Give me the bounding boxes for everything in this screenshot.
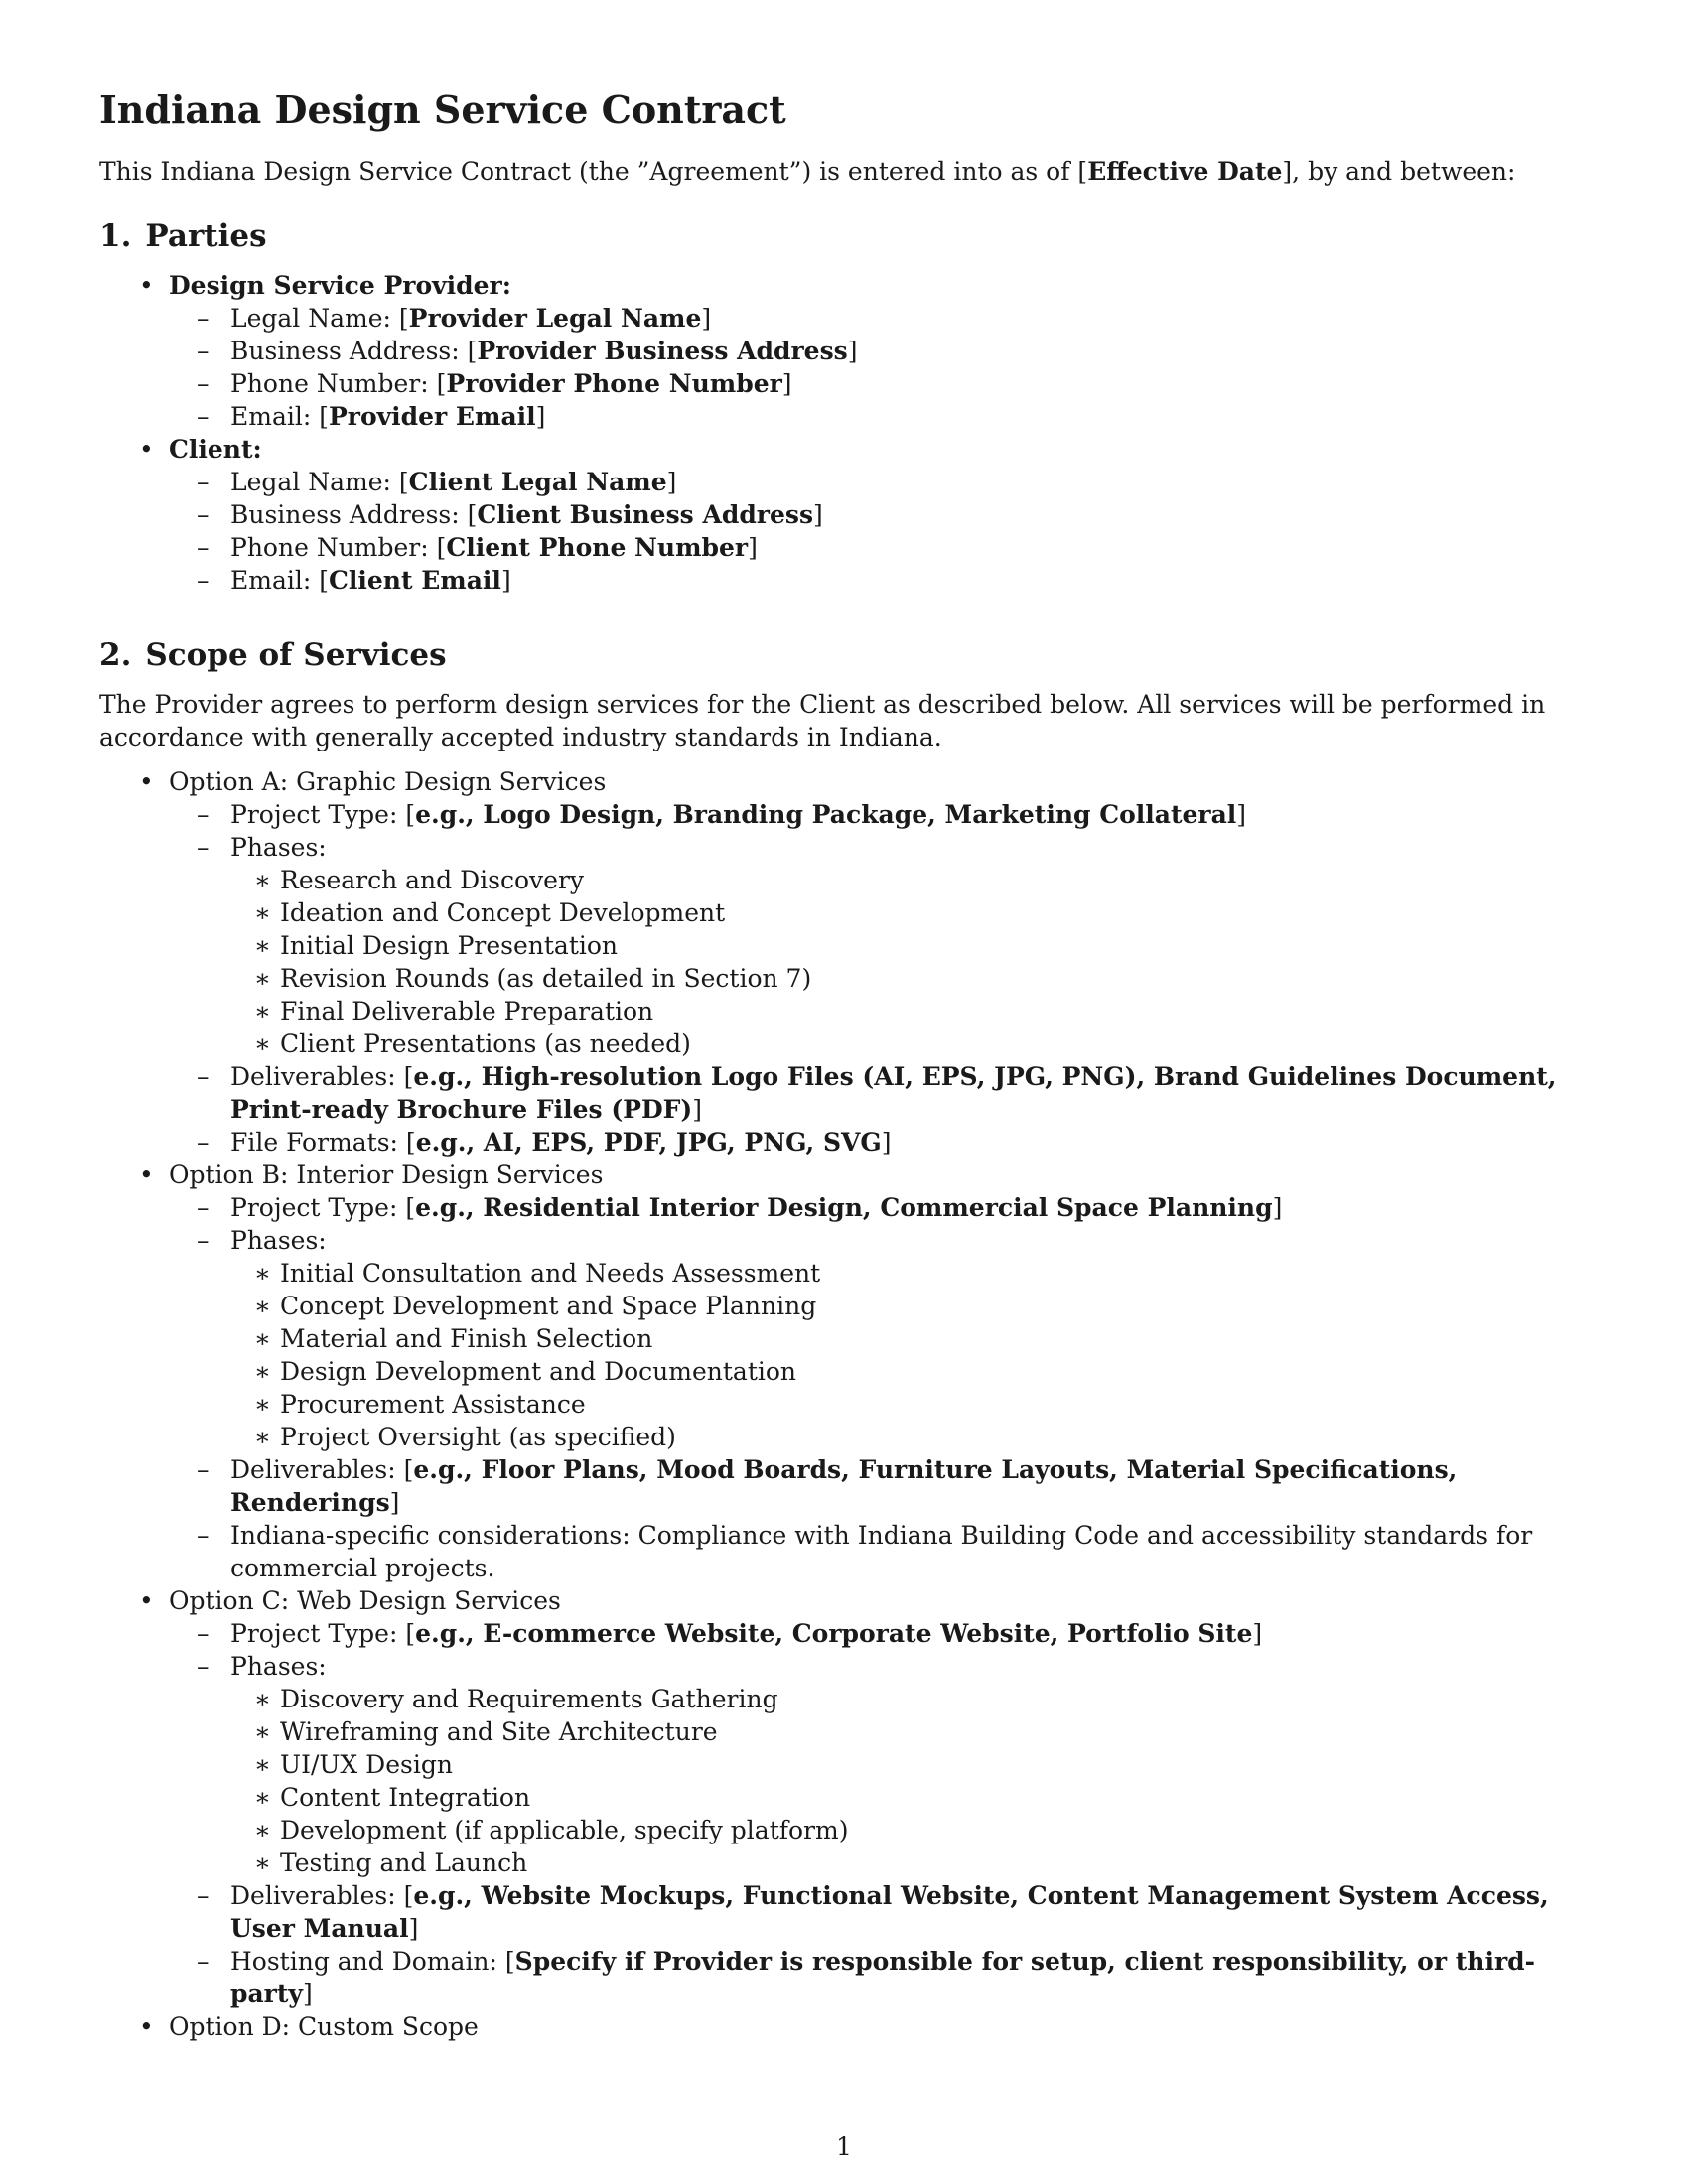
option-b-item [99, 1159, 1589, 1584]
field-value: Provider Business Address [477, 337, 848, 365]
field-label: Email: [230, 402, 320, 431]
client-field: – Legal Name: [Client Legal Name] [169, 466, 1589, 498]
phase-item: ∗ Discovery and Requirements Gathering [230, 1683, 1589, 1715]
field-value: Client Business Address [477, 500, 814, 529]
project-type-value: e.g., Residential Interior Design, Commercial Space Planning [415, 1193, 1273, 1222]
file-formats-value: e.g., AI, EPS, PDF, JPG, PNG, SVG [415, 1128, 882, 1157]
option-c-details [169, 1617, 1589, 2010]
field-value: Client Email [329, 566, 501, 595]
section-2-heading [99, 636, 1589, 674]
deliverables-value: e.g., Floor Plans, Mood Boards, Furniture Layouts, Material Specifications, Renderings [230, 1455, 1458, 1517]
phase-item: ∗ Initial Consultation and Needs Assessment [230, 1257, 1589, 1290]
option-c-phase-list [230, 1683, 1589, 1879]
phase-item: ∗ UI/UX Design [230, 1748, 1589, 1781]
project-type-value: e.g., Logo Design, Branding Package, Marketing Collateral [415, 800, 1237, 829]
phase-item: ∗ Final Deliverable Preparation [230, 995, 1589, 1027]
option-a-file-formats: – File Formats: [e.g., AI, EPS, PDF, JPG, PNG, SVG] [169, 1126, 1589, 1159]
phase-item: ∗ Development (if applicable, specify platform) [230, 1814, 1589, 1846]
option-b-title: Option B: Interior Design Services [169, 1160, 604, 1189]
field-label: Phone Number: [230, 533, 437, 562]
parties-list [99, 269, 1589, 597]
file-formats-label: File Formats: [230, 1128, 406, 1157]
option-a-details [169, 798, 1589, 1159]
intro-paragraph [99, 155, 1589, 188]
client-field: – Phone Number: [Client Phone Number] [169, 531, 1589, 564]
field-value: Client Legal Name [408, 468, 667, 496]
client-field: – Email: [Client Email] [169, 564, 1589, 597]
option-a-deliverables: – Deliverables: [e.g., High-resolution Logo Files (AI, EPS, JPG, PNG), Brand Guidelines Document, Print-ready Brochure Files (PDF)] [169, 1060, 1589, 1126]
hosting-value: Specify if Provider is responsible for setup, client responsibility, or third-party [230, 1947, 1535, 2008]
document-title: Indiana Design Service Contract [99, 87, 786, 132]
option-c-item [99, 1584, 1589, 2010]
section-1-heading [99, 217, 1589, 255]
deliverables-label: Deliverables: [230, 1062, 404, 1091]
field-label: Business Address: [230, 500, 468, 529]
phase-item: ∗ Ideation and Concept Development [230, 896, 1589, 929]
hosting-label: Hosting and Domain: [230, 1947, 505, 1976]
option-b-phases [169, 1224, 1589, 1453]
option-b-considerations: – Indiana-specific considerations: Compliance with Indiana Building Code and accessibility standards for commercial projects. [169, 1519, 1589, 1584]
phase-item: ∗ Procurement Assistance [230, 1388, 1589, 1421]
provider-field: – Legal Name: [Provider Legal Name] [169, 302, 1589, 335]
option-b-phase-list [230, 1257, 1589, 1453]
option-b-details [169, 1191, 1589, 1584]
field-label: Phone Number: [230, 369, 437, 398]
provider-field: – Business Address: [Provider Business Address] [169, 335, 1589, 367]
phase-item: ∗ Content Integration [230, 1781, 1589, 1814]
phases-label: Phases: [230, 833, 327, 862]
field-label: Email: [230, 566, 320, 595]
option-c-hosting: – Hosting and Domain: [Specify if Provider is responsible for setup, client responsibility, or third-party] [169, 1945, 1589, 2010]
provider-field: – Email: [Provider Email] [169, 400, 1589, 433]
option-c-title: Option C: Web Design Services [169, 1586, 561, 1615]
provider-item [99, 269, 1589, 433]
field-label: Legal Name: [230, 468, 399, 496]
phases-label: Phases: [230, 1226, 327, 1255]
option-d-title: Option D: Custom Scope [169, 2012, 479, 2041]
option-a-phases [169, 831, 1589, 1060]
option-b-deliverables: – Deliverables: [e.g., Floor Plans, Mood Boards, Furniture Layouts, Material Specifications, Renderings] [169, 1453, 1589, 1519]
option-b-project-type: – Project Type: [e.g., Residential Interior Design, Commercial Space Planning] [169, 1191, 1589, 1224]
document-page [99, 87, 1589, 2043]
field-label: Legal Name: [230, 304, 399, 333]
option-d-item [99, 2010, 1589, 2043]
phase-item: ∗ Design Development and Documentation [230, 1355, 1589, 1388]
scope-options-list [99, 765, 1589, 2043]
phases-label: Phases: [230, 1652, 327, 1681]
section-1-number: 1. [99, 218, 132, 254]
project-type-label: Project Type: [230, 800, 406, 829]
field-label: Business Address: [230, 337, 468, 365]
provider-fields [169, 302, 1589, 433]
phase-item: ∗ Revision Rounds (as detailed in Section 7) [230, 962, 1589, 995]
field-value: Provider Email [329, 402, 536, 431]
provider-heading: Design Service Provider: [169, 271, 511, 300]
page-number: 1 [836, 2132, 852, 2161]
section-2-number: 2. [99, 637, 132, 673]
field-value: Client Phone Number [446, 533, 749, 562]
deliverables-label: Deliverables: [230, 1455, 404, 1484]
client-heading: Client: [169, 435, 262, 464]
deliverables-value: e.g., High-resolution Logo Files (AI, EPS, JPG, PNG), Brand Guidelines Document, Print-ready Brochure Files (PDF) [230, 1062, 1557, 1124]
project-type-label: Project Type: [230, 1619, 406, 1648]
intro-text-start: This Indiana Design Service Contract (the ”Agreement”) is entered into as of [ [99, 157, 1088, 186]
section-1-title: Parties [145, 218, 267, 254]
option-a-project-type: – Project Type: [e.g., Logo Design, Branding Package, Marketing Collateral] [169, 798, 1589, 831]
scope-intro-paragraph: The Provider agrees to perform design services for the Client as described below. All services will be performed in accordance with generally accepted industry standards in Indiana. [99, 690, 1546, 751]
option-c-phases [169, 1650, 1589, 1879]
provider-field: – Phone Number: [Provider Phone Number] [169, 367, 1589, 400]
option-c-project-type: – Project Type: [e.g., E-commerce Website, Corporate Website, Portfolio Site] [169, 1617, 1589, 1650]
phase-item: ∗ Research and Discovery [230, 864, 1589, 896]
project-type-label: Project Type: [230, 1193, 406, 1222]
section-2-title: Scope of Services [145, 637, 447, 673]
phase-item: ∗ Material and Finish Selection [230, 1322, 1589, 1355]
option-a-item [99, 765, 1589, 1159]
intro-text-end: ], by and between: [1282, 157, 1516, 186]
client-item [99, 433, 1589, 597]
client-field: – Business Address: [Client Business Address] [169, 498, 1589, 531]
phase-item: ∗ Client Presentations (as needed) [230, 1027, 1589, 1060]
client-fields [169, 466, 1589, 597]
option-a-phase-list [230, 864, 1589, 1060]
field-value: Provider Legal Name [408, 304, 702, 333]
deliverables-label: Deliverables: [230, 1881, 404, 1910]
option-c-deliverables: – Deliverables: [e.g., Website Mockups, Functional Website, Content Management System Access, User Manual] [169, 1879, 1589, 1945]
option-a-title: Option A: Graphic Design Services [169, 767, 607, 796]
phase-item: ∗ Testing and Launch [230, 1846, 1589, 1879]
project-type-value: e.g., E-commerce Website, Corporate Website, Portfolio Site [415, 1619, 1253, 1648]
field-value: Provider Phone Number [446, 369, 782, 398]
deliverables-value: e.g., Website Mockups, Functional Website, Content Management System Access, User Manual [230, 1881, 1549, 1943]
phase-item: ∗ Concept Development and Space Planning [230, 1290, 1589, 1322]
effective-date-placeholder: Effective Date [1087, 157, 1283, 186]
phase-item: ∗ Initial Design Presentation [230, 929, 1589, 962]
phase-item: ∗ Project Oversight (as specified) [230, 1421, 1589, 1453]
phase-item: ∗ Wireframing and Site Architecture [230, 1715, 1589, 1748]
